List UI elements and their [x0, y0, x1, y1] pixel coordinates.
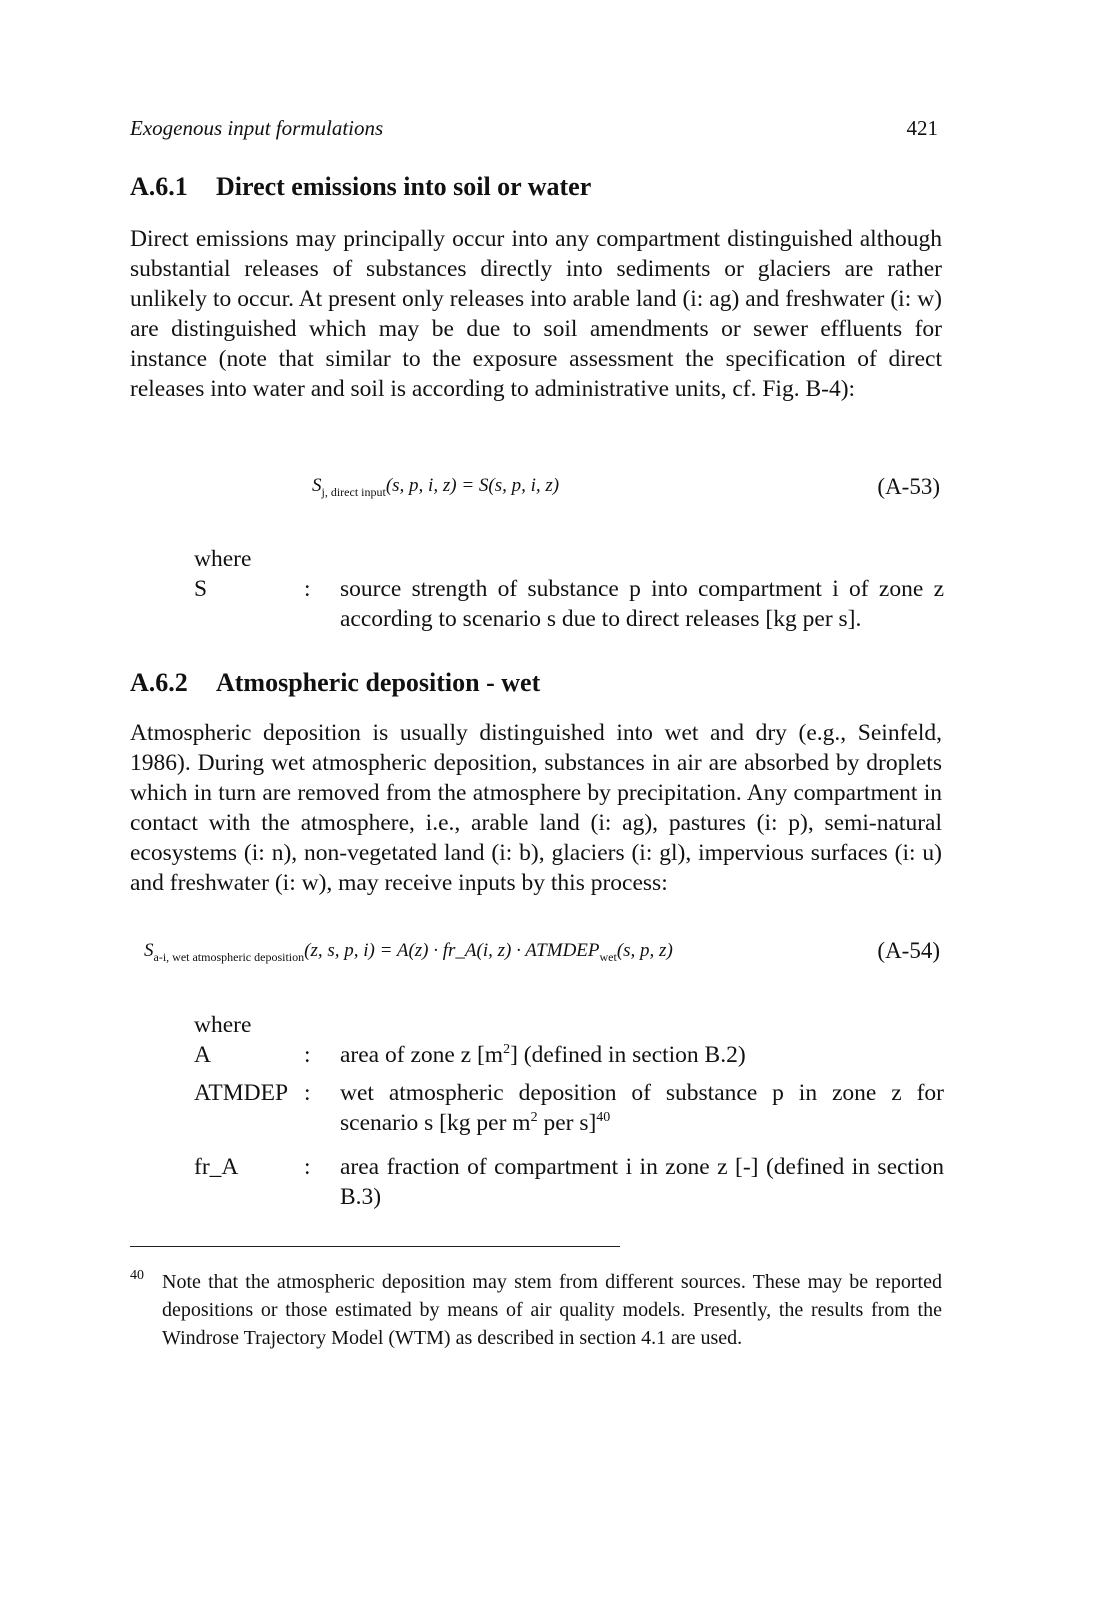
def-text: [340, 1078, 944, 1138]
footnote: [130, 1268, 942, 1352]
definition-row: [194, 574, 944, 634]
eq-lhs-args: (s, p, i, z): [385, 475, 457, 496]
def-text: [340, 1040, 944, 1070]
footnote-mark: 40: [130, 1268, 144, 1283]
def-text: area fraction of compartment i in zone z [-] (defined in section B.3): [340, 1154, 944, 1210]
running-title: Exogenous input formulations: [130, 116, 384, 140]
running-header: [130, 116, 938, 141]
section-title: Direct emissions into soil or water: [216, 172, 592, 201]
section-title: Atmospheric deposition - wet: [216, 668, 541, 697]
eq-lhs-subscript: a-i, wet atmospheric deposition: [153, 950, 305, 964]
eq-rhs: = S(s, p, i, z): [461, 475, 560, 496]
equation-a54: [144, 940, 673, 965]
footnote-ref: 40: [596, 1110, 611, 1126]
section-number: A.6.2: [130, 668, 188, 697]
def-symbol: A: [194, 1042, 211, 1068]
eq-lhs-args: (z, s, p, i): [304, 940, 375, 961]
def-colon: :: [304, 576, 311, 602]
body-paragraph: Atmospheric deposition is usually distinguished into wet and dry (e.g., Seinfeld, 1986). During wet atmospheric deposition, substances in air are absorbed by droplets which in turn are removed from the atmosphere by precipitation. Any compartment in contact with the atmosphere, i.e., arable land (i: ag), pastures (i: p), semi-natural ecosystems (i: n), non-vegetated land (i: b), glaciers (i: gl), impervious surfaces (i: u) and freshwater (i: w), may receive inputs by this process:: [130, 720, 942, 896]
def-text-part: area of zone z [m: [340, 1042, 504, 1068]
def-colon: :: [304, 1042, 311, 1068]
body-paragraph: Direct emissions may principally occur into any compartment distinguished although substantial releases of substances directly into sediments or glaciers are rather unlikely to occur. At present only releases into arable land (i: ag) and freshwater (i: w) are distinguished which may be due to soil amendments or sewer effluents for instance (note that similar to the exposure assessment the specification of direct releases into water and soil is according to administrative units, cf. Fig. B-4):: [130, 226, 942, 402]
footnote-text: Note that the atmospheric deposition may stem from different sources. These may be reported depositions or those estimated by means of air quality models. Presently, the results from the Windrose Trajectory Model (WTM) as described in section 4.1 are used.: [162, 1271, 942, 1349]
equation-number: (A-53): [877, 474, 940, 499]
superscript: 2: [530, 1110, 538, 1126]
section-heading-a61: [130, 172, 591, 202]
def-symbol: fr_A: [194, 1154, 239, 1180]
def-symbol: S: [194, 576, 208, 602]
def-colon: :: [304, 1080, 311, 1106]
superscript: 2: [503, 1042, 511, 1058]
eq-rhs-subscript: wet: [599, 950, 617, 964]
def-symbol: ATMDEP: [194, 1080, 289, 1106]
eq-rhs: = A(z) · fr_A(i, z) · ATMDEP: [379, 940, 600, 961]
eq-lhs-symbol: S: [144, 940, 154, 961]
page-number: 421: [906, 116, 938, 140]
def-colon: :: [304, 1154, 311, 1180]
where-label: where: [194, 1012, 252, 1038]
eq-lhs-subscript: j, direct input: [321, 485, 386, 499]
definition-row: [194, 1078, 944, 1138]
def-text-part: per s]: [537, 1110, 597, 1136]
definition-row: [194, 1152, 944, 1212]
footnote-divider: [130, 1246, 620, 1247]
eq-rhs-args: (s, p, z): [616, 940, 673, 961]
equation-a53: [312, 475, 559, 500]
definition-row: [194, 1040, 944, 1070]
def-text: source strength of substance p into compartment i of zone z according to scenario s due to direct releases [kg per s].: [340, 576, 944, 632]
where-block-a54: [194, 1010, 944, 1218]
equation-number: (A-54): [877, 938, 940, 963]
where-block-a53: [194, 544, 944, 640]
where-label: where: [194, 546, 252, 572]
section-heading-a62: [130, 668, 540, 698]
def-text-part: ] (defined in section B.2): [510, 1042, 746, 1068]
section-number: A.6.1: [130, 172, 188, 201]
eq-lhs-symbol: S: [312, 475, 322, 496]
def-text-part: wet atmospheric deposition of substance p in zone z for scenario s [kg per m: [340, 1080, 944, 1136]
